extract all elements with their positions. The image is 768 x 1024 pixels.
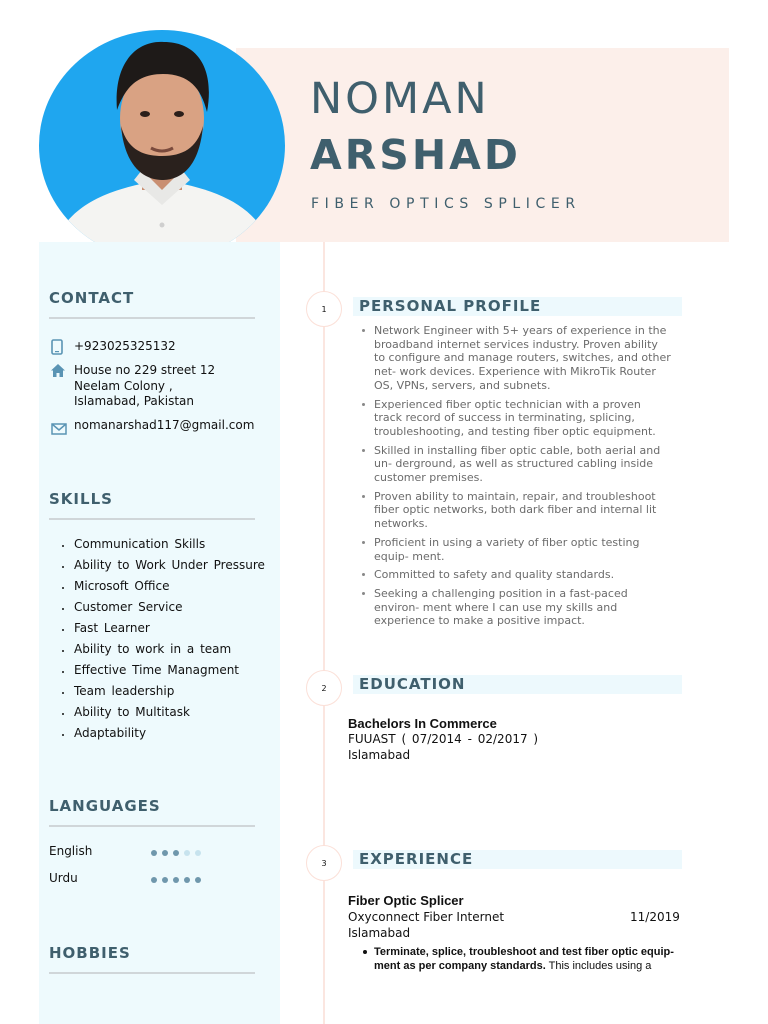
home-icon — [50, 363, 66, 382]
education-school: FUUAST ( 07/2014 - 02/2017 ) — [348, 732, 539, 746]
profile-item: Seeking a challenging position in a fast-paced environ- ment where I can use my skills and experience to make a positive impact. — [359, 587, 671, 628]
language-rating — [151, 850, 201, 856]
job-title: FIBER OPTICS SPLICER — [311, 196, 581, 212]
skill-item: Adaptability — [59, 725, 265, 746]
contact-phone[interactable]: +923025325132 — [74, 339, 176, 353]
profile-item: Committed to safety and quality standards. — [359, 568, 671, 582]
profile-item: Experienced fiber optic technician with a proven track record of success in terminating, splicing, troubleshooting, and testing fiber optic equipment. — [359, 398, 671, 439]
rating-dot — [173, 850, 179, 856]
section-number-experience: 3 — [306, 845, 342, 881]
rating-dot — [162, 850, 168, 856]
experience-city: Islamabad — [348, 926, 411, 940]
contact-address — [74, 363, 215, 410]
profile-photo — [39, 30, 285, 261]
education-city: Islamabad — [348, 748, 411, 762]
rating-dot — [173, 877, 179, 883]
phone-icon — [51, 339, 63, 359]
skills-heading: SKILLS — [49, 490, 113, 508]
address-line-2: Neelam Colony , — [74, 378, 173, 393]
languages-heading: LANGUAGES — [49, 797, 161, 815]
skill-item: Ability to work in a team — [59, 641, 265, 662]
skill-item: Ability to Work Under Pressure — [59, 557, 265, 578]
profile-list — [359, 324, 671, 633]
timeline-line — [323, 242, 325, 1024]
section-number-education: 2 — [306, 670, 342, 706]
mail-icon — [51, 420, 67, 439]
languages-divider — [49, 825, 255, 827]
hobbies-divider — [49, 972, 255, 974]
skill-item: Microsoft Office — [59, 578, 265, 599]
language-english: English — [49, 844, 93, 858]
skill-item: Team leadership — [59, 683, 265, 704]
rating-dot — [195, 877, 201, 883]
rating-dot — [184, 877, 190, 883]
last-name: ARSHAD — [310, 131, 521, 179]
contact-heading: CONTACT — [49, 289, 135, 307]
skill-item: Customer Service — [59, 599, 265, 620]
address-line-3: Islamabad, Pakistan — [74, 394, 194, 408]
experience-bullet-bold: Terminate, splice, troubleshoot and test fiber optic equip- ment as per company standards. — [374, 946, 674, 972]
language-rating — [151, 877, 201, 883]
contact-email[interactable]: nomanarshad117@gmail.com — [74, 418, 255, 432]
section-number-profile: 1 — [306, 291, 342, 327]
experience-heading: EXPERIENCE — [359, 850, 474, 868]
education-degree: Bachelors In Commerce — [348, 716, 497, 731]
skill-item: Ability to Multitask — [59, 704, 265, 725]
rating-dot — [151, 877, 157, 883]
first-name: NOMAN — [310, 74, 490, 124]
rating-dot — [162, 877, 168, 883]
skill-item: Effective Time Managment — [59, 662, 265, 683]
education-heading: EDUCATION — [359, 675, 466, 693]
profile-item: Skilled in installing fiber optic cable, both aerial and un- derground, as well as structured cabling inside customer premises. — [359, 444, 671, 485]
profile-heading: PERSONAL PROFILE — [359, 297, 542, 315]
language-urdu: Urdu — [49, 871, 78, 885]
profile-item: Network Engineer with 5+ years of experience in the broadband internet services industry. Proven ability to configure and manage routers, switches, and other net- work devices. Experience with MikroTik Router OS, VPNs, servers, and subnets. — [359, 324, 671, 393]
skill-item: Communication Skills — [59, 536, 265, 557]
rating-dot — [184, 850, 190, 856]
profile-item: Proficient in using a variety of fiber optic testing equip- ment. — [359, 536, 671, 563]
skill-item: Fast Learner — [59, 620, 265, 641]
skills-list — [59, 536, 265, 746]
rating-dot — [195, 850, 201, 856]
rating-dot — [151, 850, 157, 856]
experience-title: Fiber Optic Splicer — [348, 893, 464, 908]
person-photo-icon — [39, 30, 285, 261]
experience-company: Oxyconnect Fiber Internet — [348, 910, 505, 924]
experience-date: 11/2019 — [630, 910, 680, 924]
address-line-1: House no 229 street 12 — [74, 363, 216, 377]
hobbies-heading: HOBBIES — [49, 944, 131, 962]
profile-item: Proven ability to maintain, repair, and troubleshoot fiber optic networks, both dark fiber and internal lit networks. — [359, 490, 671, 531]
experience-bullet — [361, 945, 690, 973]
experience-bullet-rest: This includes using a — [545, 960, 652, 972]
skills-divider — [49, 518, 255, 520]
contact-divider — [49, 317, 255, 319]
